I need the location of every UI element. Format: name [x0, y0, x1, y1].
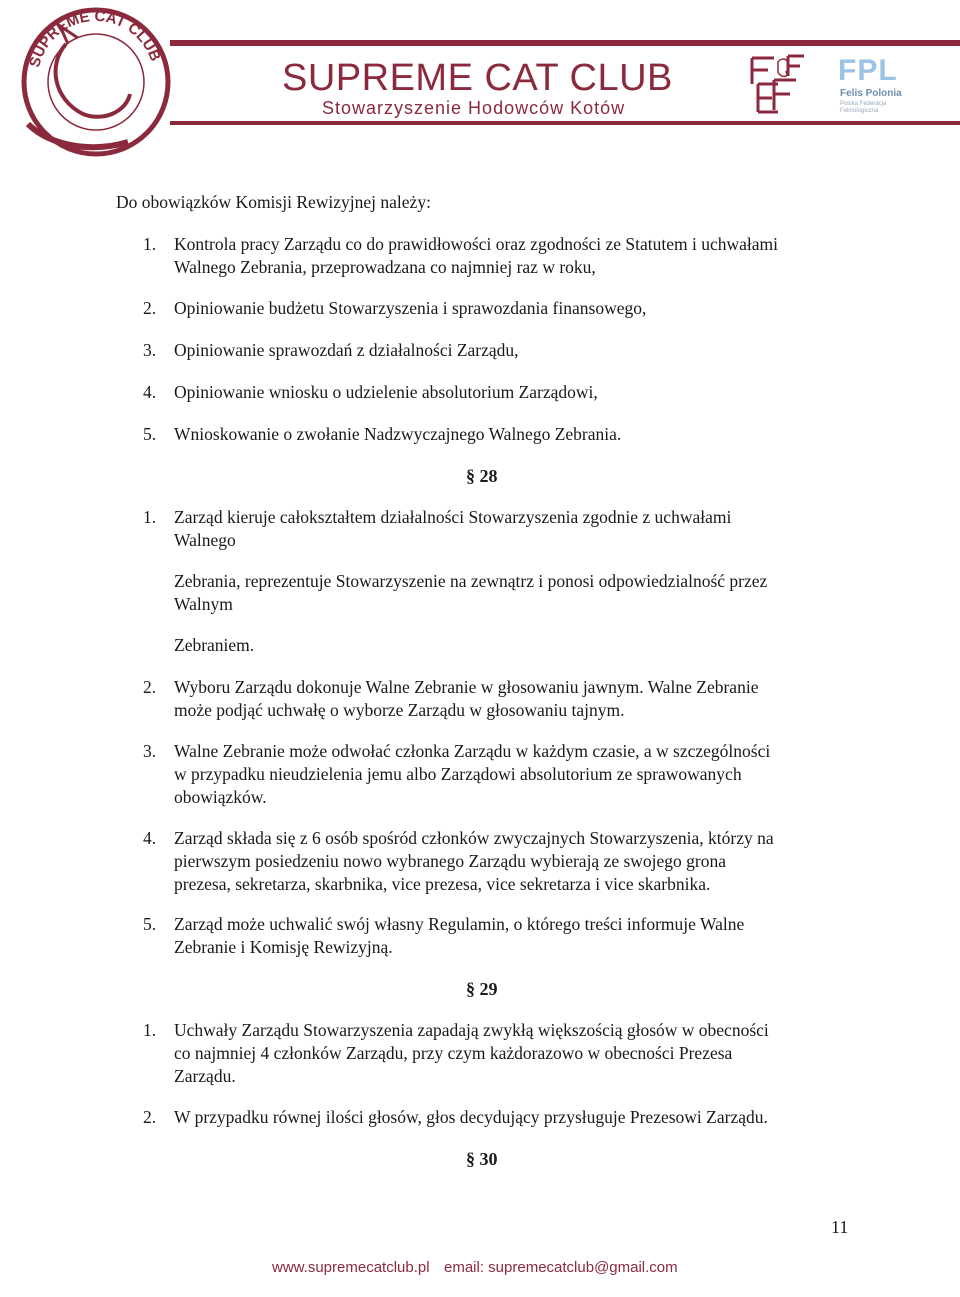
list-item-line: w przypadku nieudzielenia jemu albo Zarządowi absolutorium ze sprawowanych: [174, 764, 742, 784]
brand-title: SUPREME CAT CLUB: [282, 57, 673, 99]
list-item-number: 3.: [143, 741, 157, 761]
section-heading-29: § 29: [466, 979, 498, 999]
page-header: [0, 0, 960, 160]
page-number: 11: [831, 1217, 849, 1237]
list-item-line: Wyboru Zarządu dokonuje Walne Zebranie w głosowaniu jawnym. Walne Zebranie: [174, 677, 759, 697]
fpl-subtitle-2: Felinologiczna: [840, 108, 879, 114]
list-item-line: Kontrola pracy Zarządu co do prawidłowości oraz zgodności ze Statutem i uchwałami: [174, 234, 779, 254]
list-item-line: Zebrania, reprezentuje Stowarzyszenie na zewnątrz i ponosi odpowiedzialność przez: [174, 571, 768, 591]
footer-email-link[interactable]: email: supremecatclub@gmail.com: [444, 1259, 678, 1276]
list-item-number: 2.: [143, 298, 157, 318]
fpl-subtitle-1: Polska Federacja: [840, 101, 887, 107]
fpl-letters: FPL: [838, 54, 898, 87]
list-item-line: co najmniej 4 członków Zarządu, przy czym każdorazowo w obecności Prezesa: [174, 1043, 733, 1063]
footer-website-link[interactable]: www.supremecatclub.pl: [272, 1259, 430, 1276]
list-item-line: Zarząd składa się z 6 osób spośród członków zwyczajnych Stowarzyszenia, którzy na: [174, 828, 774, 848]
list-item-line: Opiniowanie sprawozdań z działalności Zarządu,: [174, 340, 519, 360]
list-item-line: Zarząd może uchwalić swój własny Regulamin, o którego treści informuje Walne: [174, 914, 745, 934]
header-band-bottom: [170, 121, 960, 125]
fpl-name: Felis Polonia: [840, 88, 902, 99]
supreme-cat-club-logo: [8, 4, 178, 159]
list-item-line: pierwszym posiedzeniu nowo wybranego Zarządu wybierają ze swojego grona: [174, 851, 727, 871]
list-item-number: 4.: [143, 382, 157, 402]
list-item-number: 5.: [143, 914, 157, 934]
list-item-line: Zebranie i Komisję Rewizyjną.: [174, 937, 393, 957]
list-item-line: Uchwały Zarządu Stowarzyszenia zapadają zwykłą większością głosów w obecności: [174, 1020, 769, 1040]
brand-subtitle: Stowarzyszenie Hodowców Kotów: [322, 98, 626, 118]
list-item-number: 4.: [143, 828, 157, 848]
list-item-line: Wnioskowanie o zwołanie Nadzwyczajnego Walnego Zebrania.: [174, 424, 622, 444]
section-heading-28: § 28: [466, 466, 498, 486]
header-band-top: [170, 40, 960, 46]
list-item-line: obowiązków.: [174, 787, 267, 807]
svg-text:SUPREME CAT CLUB: SUPREME CAT CLUB: [26, 7, 164, 70]
list-item-line: Zebraniem.: [174, 635, 255, 655]
list-item-line: może podjąć uchwałę o wyborze Zarządu w głosowaniu tajnym.: [174, 700, 625, 720]
list-item-line: Opiniowanie budżetu Stowarzyszenia i sprawozdania finansowego,: [174, 298, 647, 318]
intro-text: Do obowiązków Komisji Rewizyjnej należy:: [116, 192, 431, 212]
list-item-line: Zarząd kieruje całokształtem działalności Stowarzyszenia zgodnie z uchwałami: [174, 507, 732, 527]
section-heading-30: § 30: [466, 1149, 498, 1169]
list-item-line: Walnego Zebrania, przeprowadzana co najmniej raz w roku,: [174, 257, 596, 277]
list-item-line: Walne Zebranie może odwołać członka Zarządu w każdym czasie, a w szczególności: [174, 741, 771, 761]
list-item-number: 2.: [143, 1107, 157, 1127]
list-item-line: Zarządu.: [174, 1066, 236, 1086]
list-item-number: 3.: [143, 340, 157, 360]
list-item-number: 5.: [143, 424, 157, 444]
list-item-number: 1.: [143, 1020, 157, 1040]
list-item-number: 1.: [143, 507, 157, 527]
list-item-number: 1.: [143, 234, 157, 254]
list-item-line: Walnego: [174, 530, 236, 550]
fife-logo: [744, 50, 812, 118]
list-item-line: Opiniowanie wniosku o udzielenie absolutorium Zarządowi,: [174, 382, 598, 402]
list-item-line: prezesa, sekretarza, skarbnika, vice prezesa, vice sekretarza i vice skarbnika.: [174, 874, 711, 894]
list-item-line: W przypadku równej ilości głosów, głos decydujący przysługuje Prezesowi Zarządu.: [174, 1107, 768, 1127]
list-item-line: Walnym: [174, 594, 233, 614]
list-item-number: 2.: [143, 677, 157, 697]
fpl-logo: [838, 54, 918, 120]
